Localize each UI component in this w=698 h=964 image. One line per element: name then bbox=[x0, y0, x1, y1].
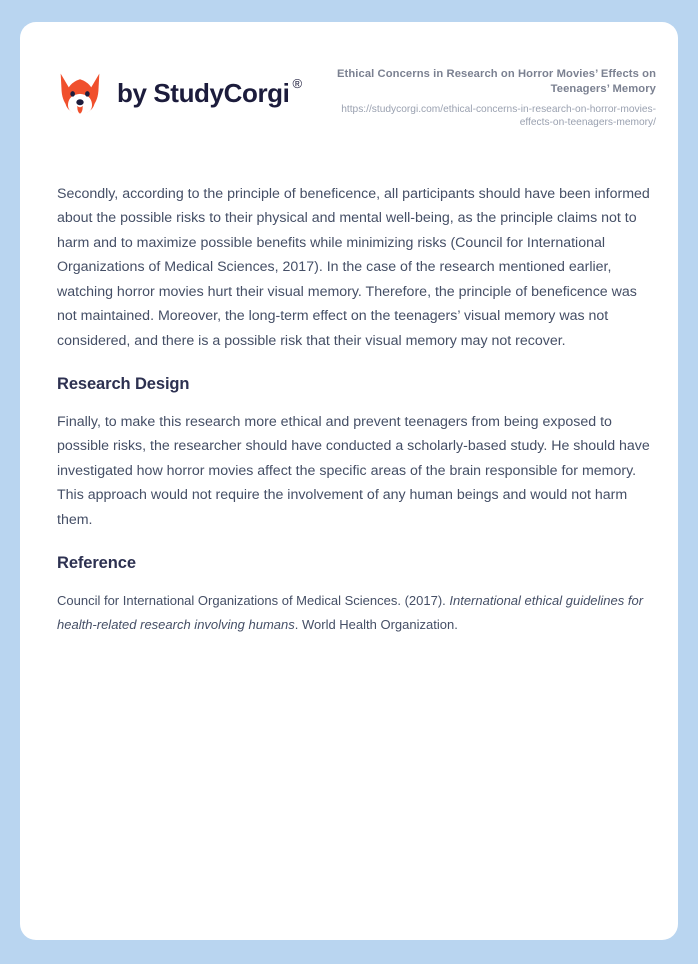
document-meta bbox=[316, 67, 656, 130]
document-page bbox=[20, 22, 678, 940]
reference-author-year: Council for International Organizations of Medical Sciences. (2017). bbox=[57, 593, 450, 609]
brand-name-label: by StudyCorgi bbox=[117, 77, 290, 108]
brand-name bbox=[117, 75, 302, 109]
brand-logo-group bbox=[57, 70, 302, 116]
reference-title: International ethical guidelines for health-related research involving humans bbox=[57, 593, 644, 632]
registered-trademark-icon: ® bbox=[292, 75, 302, 91]
paragraph-research-design: Finally, to make this research more ethical and prevent teenagers from being exposed to possible risks, the researcher should have conducted a scholarly-based study. He should have investigated how horror movies affect the specific areas of the brain responsible for memory. This approach would not require the involvement of any human beings and would not harm them. bbox=[57, 413, 650, 528]
reference-entry bbox=[57, 589, 654, 637]
document-url[interactable]: https://studycorgi.com/ethical-concerns-in-research-on-horror-movies-effects-on-teenagers-memory/ bbox=[341, 103, 656, 129]
paragraph-beneficence: Secondly, according to the principle of beneficence, all participants should have been informed about the possible risks to their physical and mental well-being, as the principle claims not to harm and to maximize possible benefits while minimizing risks (Council for International Organizations of Medical Sciences, 2017). In the case of the research mentioned earlier, watching horror movies hurt their visual memory. Therefore, the principle of beneficence was not maintained. Moreover, the long-term effect on the teenagers’ visual memory was not considered, and there is a possible risk that their visual memory may not recover. bbox=[57, 186, 650, 349]
document-content bbox=[57, 182, 654, 637]
document-title: Ethical Concerns in Research on Horror Movies’ Effects on Teenagers’ Memory bbox=[336, 68, 656, 95]
reference-publisher: . World Health Organization. bbox=[294, 616, 458, 632]
page-header bbox=[20, 22, 678, 140]
corgi-logo-icon bbox=[57, 70, 103, 116]
heading-reference: Reference bbox=[57, 554, 136, 573]
heading-research-design: Research Design bbox=[57, 374, 190, 393]
